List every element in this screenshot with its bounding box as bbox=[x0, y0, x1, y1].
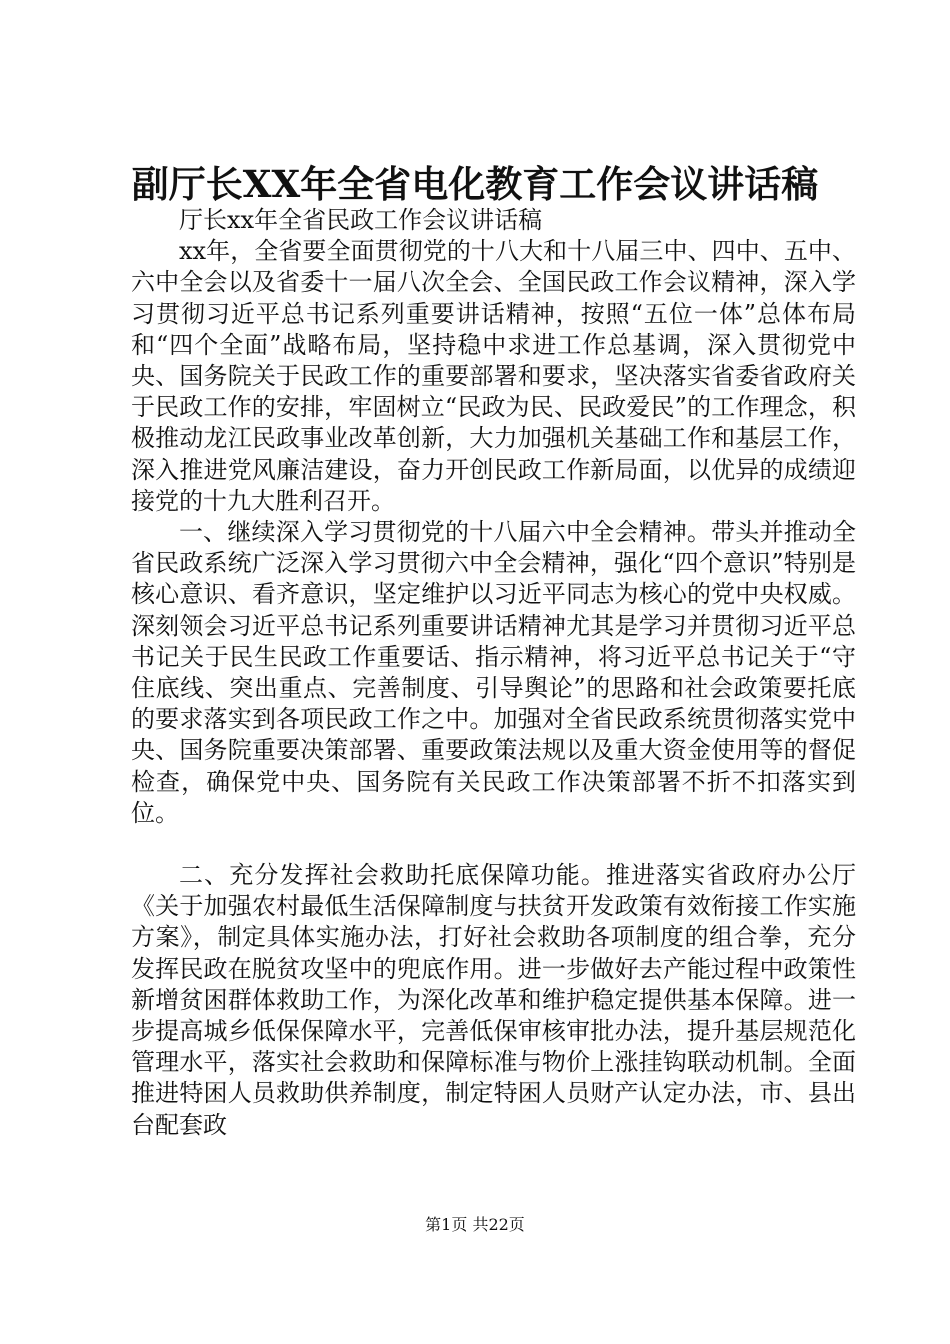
document-body bbox=[131, 205, 856, 1141]
document-title: 副厅长XX年全省电化教育工作会议讲话稿 bbox=[131, 162, 819, 206]
paragraph-intro: xx年，全省要全面贯彻党的十八大和十八届三中、四中、五中、六中全会以及省委十一届八次全会、全国民政工作会议精神，深入学习贯彻习近平总书记系列重要讲话精神，按照“五位一体”总体布局和“四个全面”战略布局，坚持稳中求进工作总基调，深入贯彻党中央、国务院关于民政工作的重要部署和要求，坚决落实省委省政府关于民政工作的安排，牢固树立“民政为民、民政爱民”的工作理念，积极推动龙江民政事业改革创新，大力加强机关基础工作和基层工作，深入推进党风廉洁建设，奋力开创民政工作新局面，以优异的成绩迎接党的十九大胜利召开。 bbox=[131, 237, 856, 515]
paragraph-section-2: 二、充分发挥社会救助托底保障功能。推进落实省政府办公厅《关于加强农村最低生活保障制度与扶贫开发政策有效衔接工作实施方案》，制定具体实施办法，打好社会救助各项制度的组合拳，充分发挥民政在脱贫攻坚中的兜底作用。进一步做好去产能过程中政策性新增贫困群体救助工作，为深化改革和维护稳定提供基本保障。进一步提高城乡低保保障水平，完善低保审核审批办法，提升基层规范化管理水平，落实社会救助和保障标准与物价上涨挂钩联动机制。全面推进特困人员救助供养制度，制定特困人员财产认定办法，市、县出台配套政 bbox=[131, 861, 856, 1139]
paragraph-spacer bbox=[131, 829, 856, 860]
paragraph-section-1: 一、继续深入学习贯彻党的十八届六中全会精神。带头并推动全省民政系统广泛深入学习贯彻六中全会精神，强化“四个意识”特别是核心意识、看齐意识，坚定维护以习近平同志为核心的党中央权威。深刻领会习近平总书记系列重要讲话精神尤其是学习并贯彻习近平总书记关于民生民政工作重要话、指示精神，将习近平总书记关于“守住底线、突出重点、完善制度、引导舆论”的思路和社会政策要托底的要求落实到各项民政工作之中。加强对全省民政系统贯彻落实党中央、国务院重要决策部署、重要政策法规以及重大资金使用等的督促检查，确保党中央、国务院有关民政工作决策部署不折不扣落实到位。 bbox=[131, 518, 856, 827]
page-footer: 第1页 共22页 bbox=[425, 1215, 525, 1234]
paragraph-subtitle: 厅长xx年全省民政工作会议讲话稿 bbox=[179, 206, 543, 234]
